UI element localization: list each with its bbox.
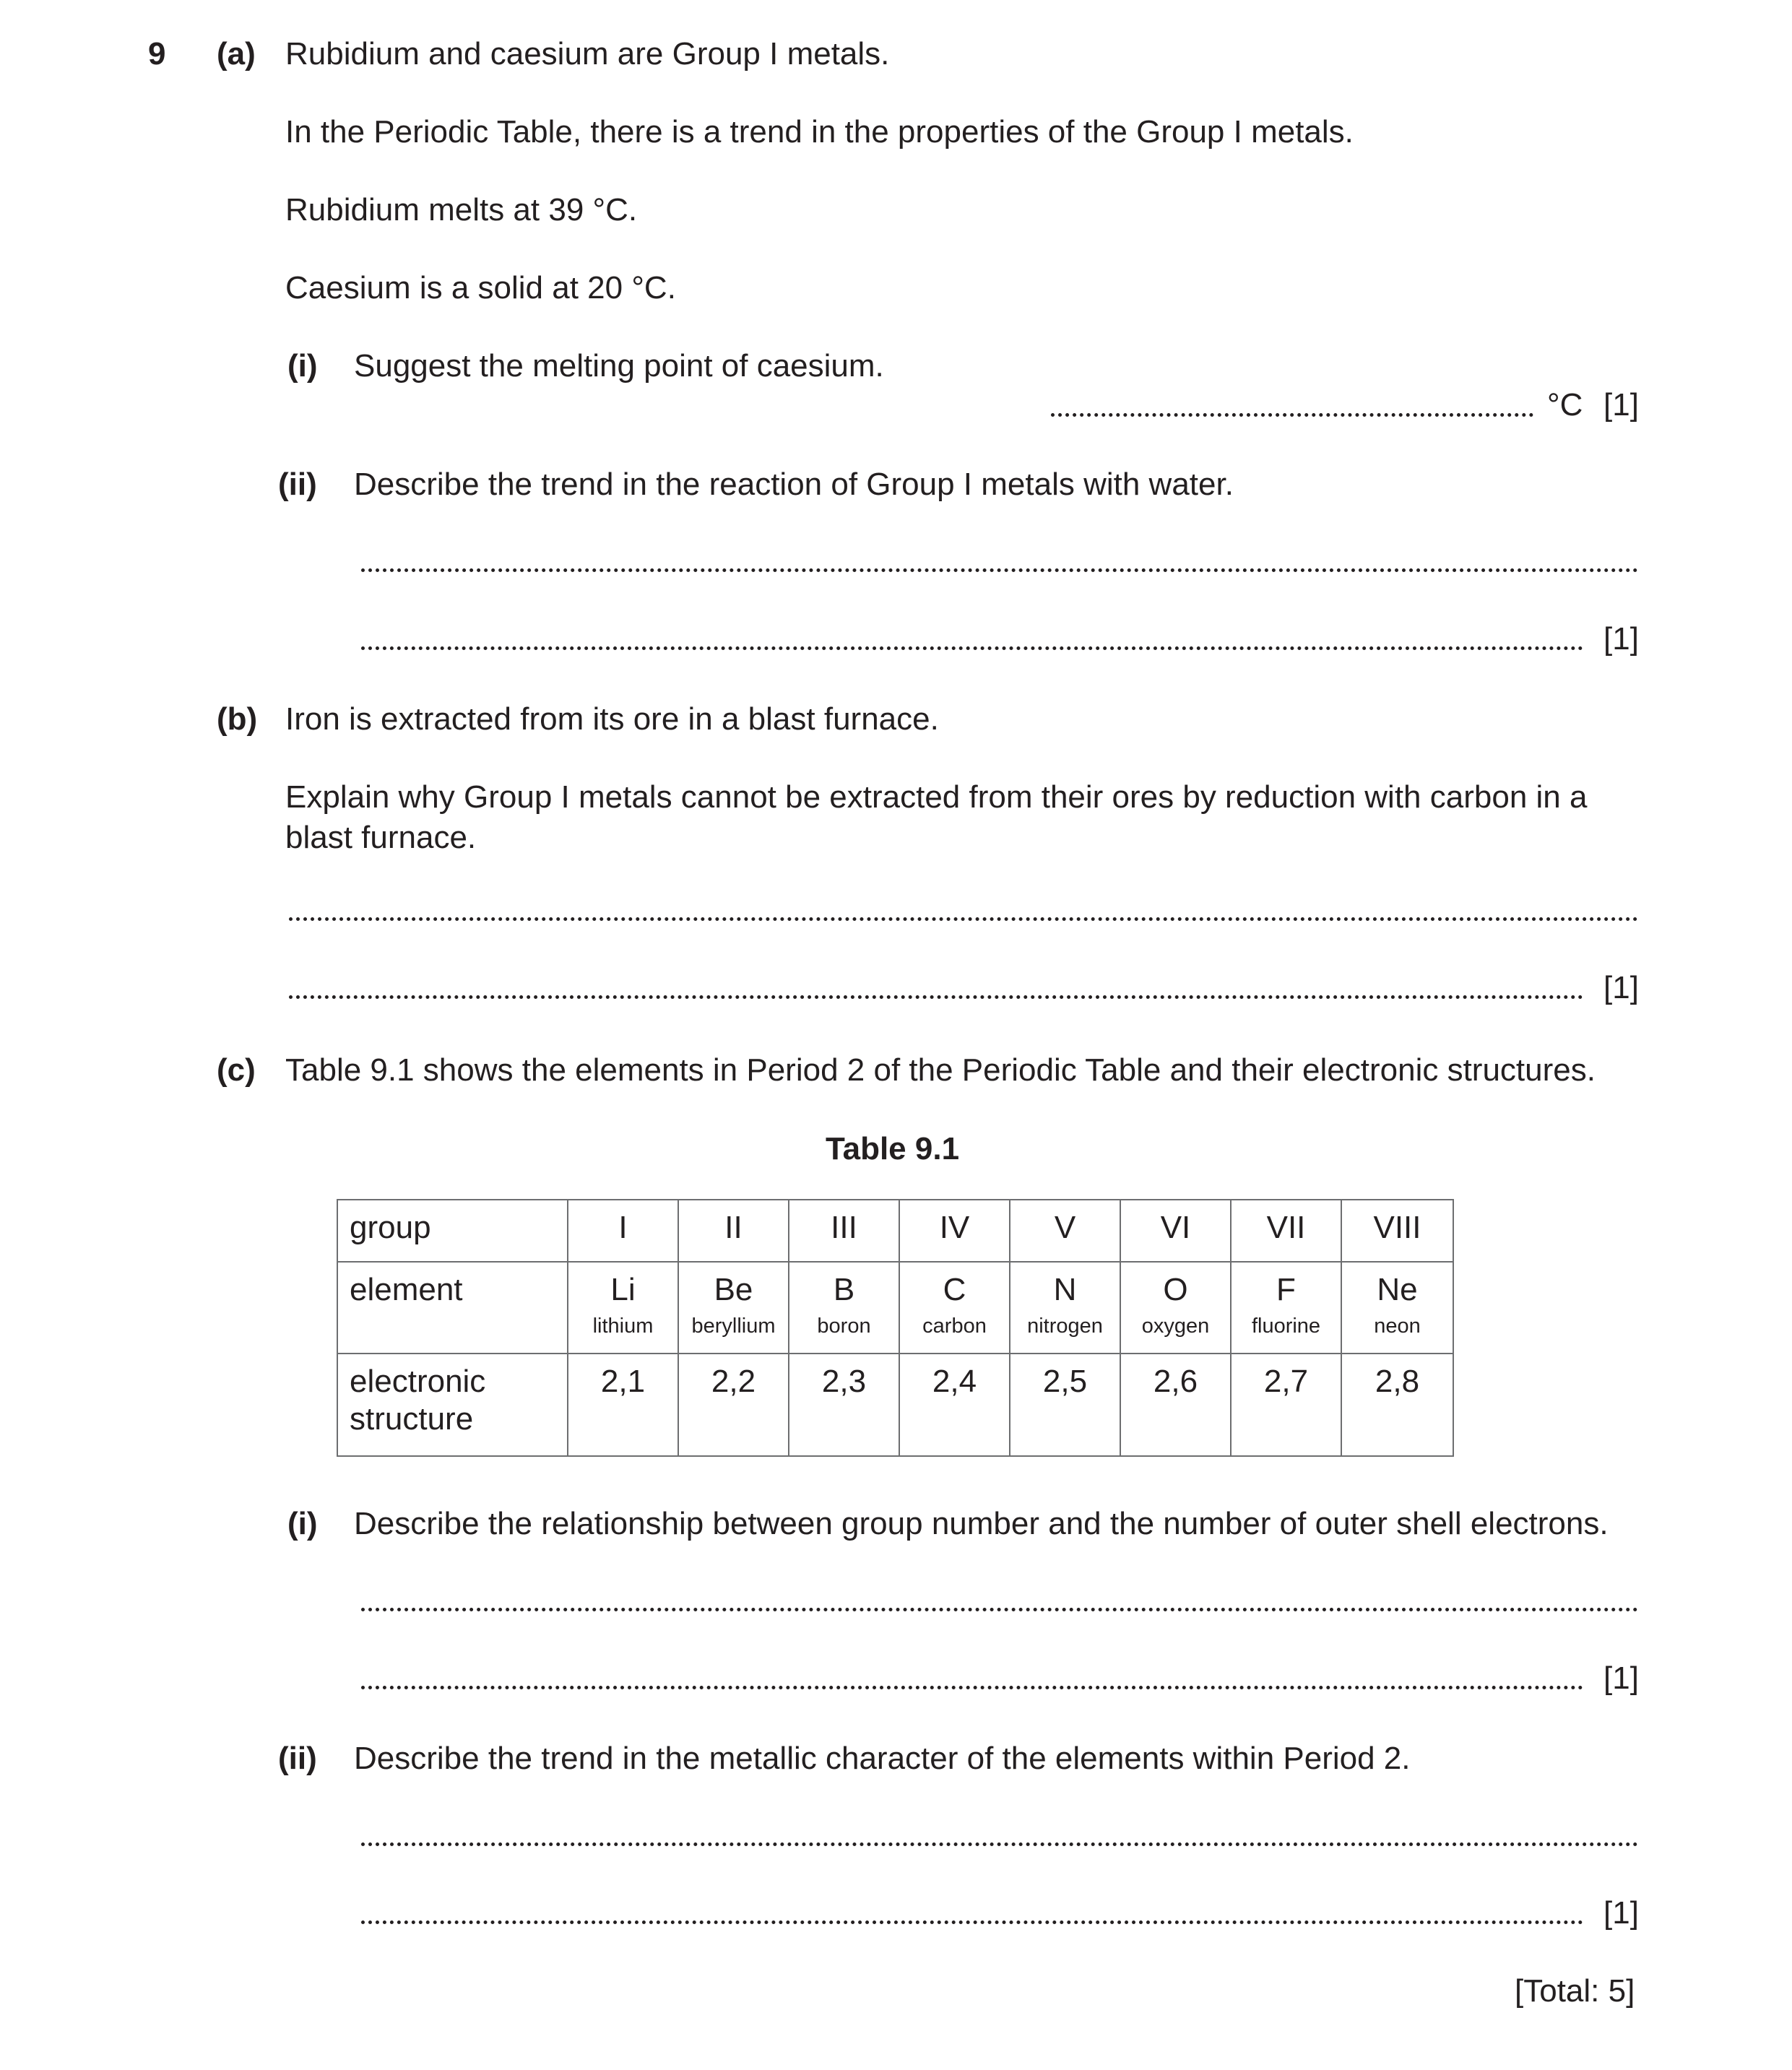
part-b-answer-line-1[interactable]: [289, 917, 1638, 921]
element-name: oxygen: [1141, 1315, 1210, 1338]
part-a-ii-label: (ii): [278, 467, 317, 502]
group-cell: III: [789, 1200, 899, 1262]
table-title: Table 9.1: [826, 1131, 960, 1166]
element-symbol: Ne: [1377, 1272, 1418, 1307]
structure-cell: 2,7: [1231, 1354, 1341, 1456]
row-header-electronic-structure: electronic structure: [337, 1354, 568, 1456]
part-c-i-answer-line-1[interactable]: [361, 1608, 1638, 1611]
group-cell: I: [568, 1200, 678, 1262]
structure-cell: 2,2: [678, 1354, 789, 1456]
part-a-line-3: Rubidium melts at 39 °C.: [285, 192, 638, 228]
part-a-label: (a): [217, 36, 256, 72]
question-number: 9: [148, 36, 166, 72]
group-cell: II: [678, 1200, 789, 1262]
part-b-line-2: Explain why Group I metals cannot be extracted from their ores by reduction with carbon in a blast furnace.: [285, 779, 1588, 855]
element-symbol: Be: [714, 1272, 753, 1307]
part-a-i-text: Suggest the melting point of caesium.: [354, 348, 884, 384]
element-name: nitrogen: [1027, 1315, 1103, 1338]
part-a-i-label: (i): [287, 348, 318, 384]
element-name: fluorine: [1251, 1315, 1321, 1338]
part-a-line-4: Caesium is a solid at 20 °C.: [285, 270, 676, 306]
element-symbol: N: [1053, 1272, 1077, 1307]
group-cell: VI: [1120, 1200, 1231, 1262]
element-cell: [568, 1262, 678, 1354]
element-cell: [1010, 1262, 1120, 1354]
group-cell: V: [1010, 1200, 1120, 1262]
structure-cell: 2,5: [1010, 1354, 1120, 1456]
part-a-ii-text: Describe the trend in the reaction of Group I metals with water.: [354, 467, 1234, 502]
element-symbol: B: [833, 1272, 855, 1307]
element-name: neon: [1374, 1315, 1421, 1338]
part-b-line-1: Iron is extracted from its ore in a blast furnace.: [285, 701, 939, 737]
structure-cell: 2,6: [1120, 1354, 1231, 1456]
part-c-label: (c): [217, 1052, 256, 1088]
structure-cell: 2,4: [899, 1354, 1010, 1456]
part-c-i-text: Describe the relationship between group number and the number of outer shell electrons.: [354, 1506, 1609, 1541]
structure-cell: 2,1: [568, 1354, 678, 1456]
part-a-i-marks: [1]: [1603, 387, 1639, 423]
element-cell: [678, 1262, 789, 1354]
part-c-ii-label: (ii): [278, 1741, 317, 1776]
part-c-text: Table 9.1 shows the elements in Period 2 of the Periodic Table and their electronic structures.: [285, 1052, 1596, 1088]
part-c-ii-answer-line-2[interactable]: [361, 1920, 1583, 1924]
part-a-ii-answer-line-2[interactable]: [361, 646, 1583, 650]
element-symbol: C: [943, 1272, 966, 1307]
part-c-i-answer-line-2[interactable]: [361, 1686, 1583, 1689]
element-cell: [1231, 1262, 1341, 1354]
row-header-element: element: [337, 1262, 568, 1354]
part-a-ii-marks: [1]: [1603, 621, 1639, 657]
part-a-line-2: In the Periodic Table, there is a trend in the properties of the Group I metals.: [285, 114, 1354, 150]
part-c-i-marks: [1]: [1603, 1660, 1639, 1696]
part-b-answer-line-2[interactable]: [289, 995, 1583, 999]
part-c-ii-marks: [1]: [1603, 1895, 1639, 1931]
element-cell: [1341, 1262, 1453, 1354]
element-symbol: Li: [610, 1272, 636, 1307]
group-cell: IV: [899, 1200, 1010, 1262]
periodic-table-period-2: [337, 1199, 1454, 1457]
group-cell: VIII: [1341, 1200, 1453, 1262]
structure-cell: 2,3: [789, 1354, 899, 1456]
element-name: boron: [817, 1315, 871, 1338]
element-symbol: O: [1163, 1272, 1188, 1307]
element-name: lithium: [592, 1315, 654, 1338]
part-c-i-label: (i): [287, 1506, 318, 1541]
part-b-label: (b): [217, 701, 258, 737]
element-cell: [1120, 1262, 1231, 1354]
row-header-group: group: [337, 1200, 568, 1262]
total-marks: [Total: 5]: [1515, 1973, 1635, 2009]
element-name: carbon: [922, 1315, 987, 1338]
element-name: beryllium: [691, 1315, 776, 1338]
part-a-i-unit: °C: [1547, 387, 1583, 423]
part-c-ii-answer-line-1[interactable]: [361, 1842, 1638, 1846]
structure-cell: 2,8: [1341, 1354, 1453, 1456]
element-cell: [899, 1262, 1010, 1354]
group-cell: VII: [1231, 1200, 1341, 1262]
element-symbol: F: [1276, 1272, 1296, 1307]
element-cell: [789, 1262, 899, 1354]
part-a-line-1: Rubidium and caesium are Group I metals.: [285, 36, 890, 72]
part-a-i-answer-line[interactable]: [1051, 413, 1533, 417]
part-c-ii-text: Describe the trend in the metallic character of the elements within Period 2.: [354, 1741, 1411, 1776]
part-a-ii-answer-line-1[interactable]: [361, 568, 1638, 572]
part-b-marks: [1]: [1603, 970, 1639, 1005]
